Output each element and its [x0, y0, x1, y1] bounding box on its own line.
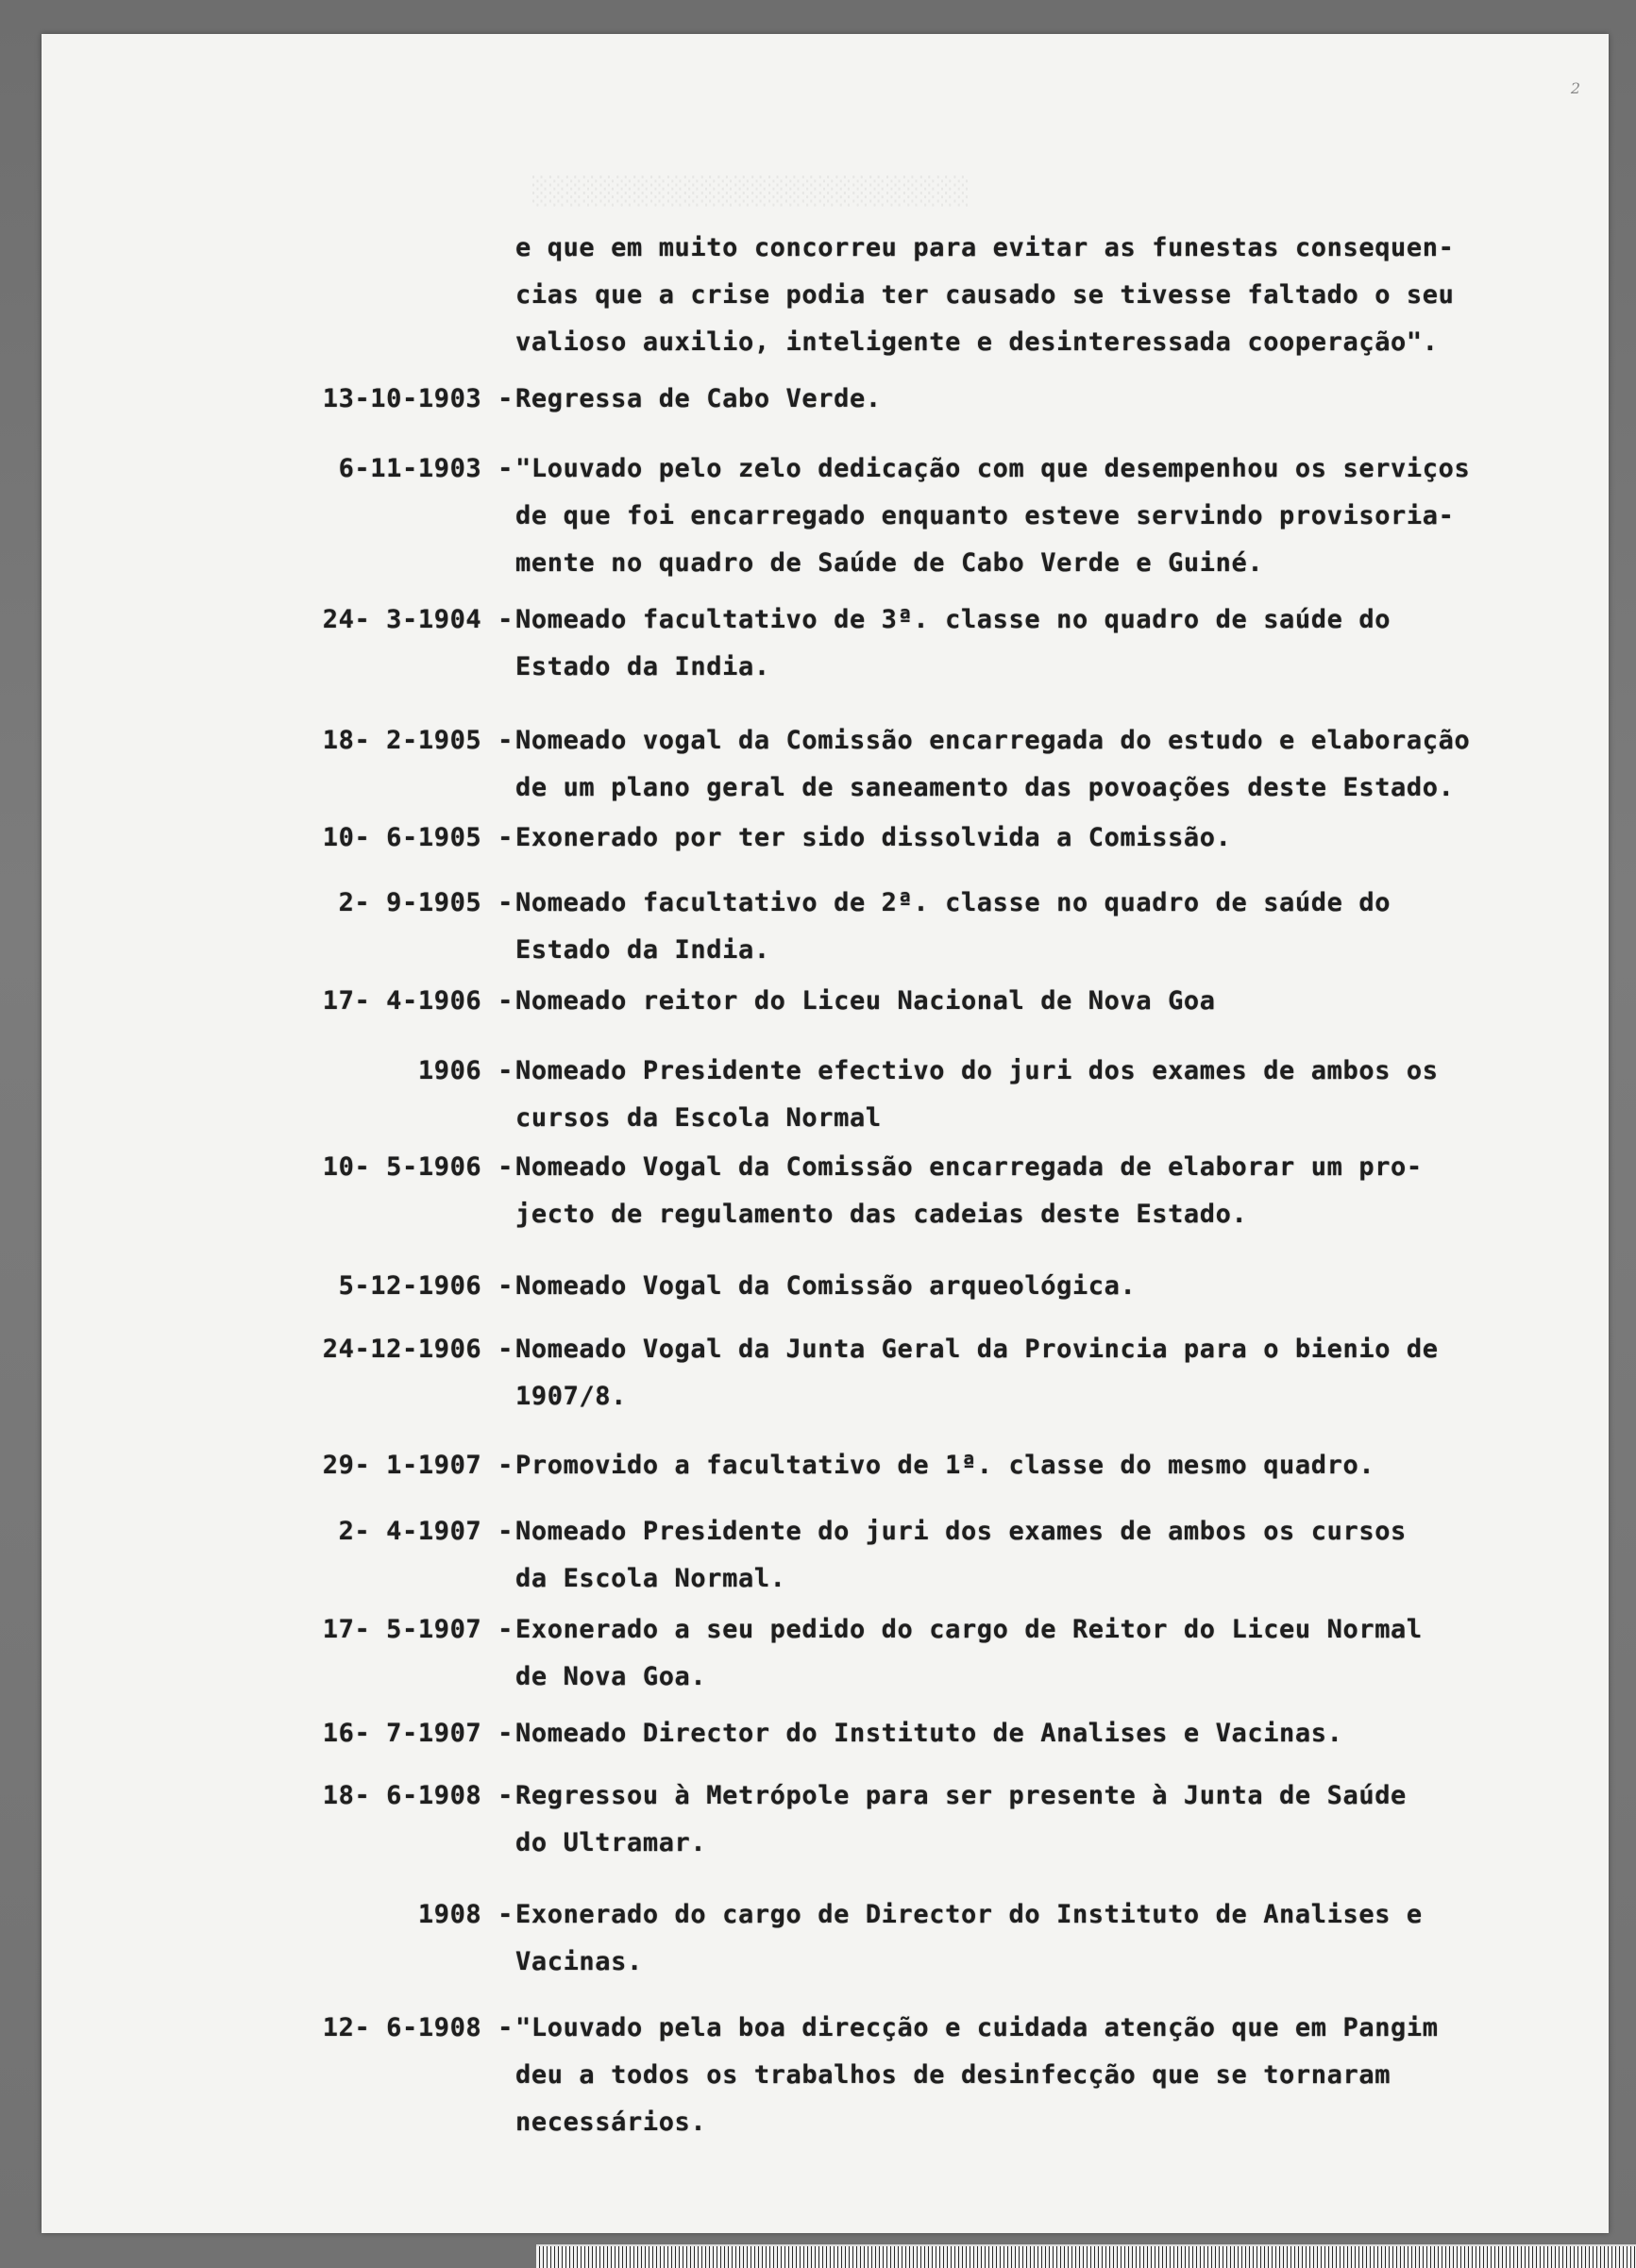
entry-text: Nomeado reitor do Liceu Nacional de Nova Goa — [515, 986, 1216, 1016]
entry-date: 18- 2-1905 - — [322, 726, 514, 755]
entry-text: Regressa de Cabo Verde. — [515, 384, 882, 413]
entry-date: 1908 - — [417, 1900, 514, 1929]
entry-date: 6-11-1903 - — [338, 454, 514, 483]
entry-text: Nomeado Vogal da Comissão encarregada de elaborar um pro- jecto de regulamento das cadeias deste Estado. — [515, 1152, 1423, 1229]
entry-date: 24-12-1906 - — [322, 1335, 514, 1364]
intro-paragraph: e que em muito concorreu para evitar as funestas consequen- cias que a crise podia ter causado se tivesse faltado o seu valioso auxilio, inteligente e desinteressada cooperação". — [515, 233, 1455, 357]
entry-text: Nomeado Presidente efectivo do juri dos exames de ambos os cursos da Escola Normal — [515, 1056, 1439, 1133]
entry-text: Nomeado vogal da Comissão encarregada do estudo e elaboração de um plano geral de saneamento das povoações deste Estado. — [515, 726, 1471, 802]
bleed-through-shadow: ░░░░░░░░░░░░░░░░░░░░░░░░░░ — [532, 176, 971, 207]
entry-date: 12- 6-1908 - — [322, 2013, 514, 2042]
scan-ruler-strip — [536, 2244, 1636, 2268]
entry-date: 18- 6-1908 - — [322, 1781, 514, 1810]
entry-date: 13-10-1903 - — [322, 384, 514, 413]
entry-date: 1906 - — [417, 1056, 514, 1085]
entry-date: 2- 4-1907 - — [338, 1517, 514, 1546]
entry-text: Nomeado Director do Instituto de Analises e Vacinas. — [515, 1719, 1343, 1748]
entry-text: "Louvado pelo zelo dedicação com que desempenhou os serviços de que foi encarregado enquanto esteve servindo provisoria- mente no quadro de Saúde de Cabo Verde e Guiné. — [515, 454, 1471, 578]
entry-date: 10- 6-1905 - — [322, 823, 514, 852]
document-page — [42, 34, 1609, 2233]
entry-date: 17- 4-1906 - — [322, 986, 514, 1016]
entry-text: Nomeado Presidente do juri dos exames de ambos os cursos da Escola Normal. — [515, 1517, 1407, 1593]
entry-text: Nomeado Vogal da Junta Geral da Provincia para o bienio de 1907/8. — [515, 1335, 1439, 1411]
entry-text: Promovido a facultativo de 1ª. classe do mesmo quadro. — [515, 1451, 1375, 1480]
entry-text: Exonerado do cargo de Director do Instituto de Analises e Vacinas. — [515, 1900, 1423, 1976]
entry-date: 5-12-1906 - — [338, 1271, 514, 1301]
entry-date: 29- 1-1907 - — [322, 1451, 514, 1480]
entry-date: 17- 5-1907 - — [322, 1615, 514, 1644]
entry-date: 24- 3-1904 - — [322, 605, 514, 634]
entry-text: Nomeado facultativo de 2ª. classe no quadro de saúde do Estado da India. — [515, 888, 1391, 965]
entry-text: Regressou à Metrópole para ser presente à Junta de Saúde do Ultramar. — [515, 1781, 1407, 1857]
entry-text: Nomeado Vogal da Comissão arqueológica. — [515, 1271, 1137, 1301]
entry-date: 10- 5-1906 - — [322, 1152, 514, 1182]
entry-date: 2- 9-1905 - — [338, 888, 514, 917]
entry-text: Nomeado facultativo de 3ª. classe no quadro de saúde do Estado da India. — [515, 605, 1391, 681]
page-marker: 2 — [1570, 79, 1580, 97]
entry-text: "Louvado pela boa direcção e cuidada atenção que em Pangim deu a todos os trabalhos de desinfecção que se tornaram necessários. — [515, 2013, 1439, 2137]
entry-date: 16- 7-1907 - — [322, 1719, 514, 1748]
entry-text: Exonerado por ter sido dissolvida a Comissão. — [515, 823, 1232, 852]
entry-text: Exonerado a seu pedido do cargo de Reitor do Liceu Normal de Nova Goa. — [515, 1615, 1423, 1691]
